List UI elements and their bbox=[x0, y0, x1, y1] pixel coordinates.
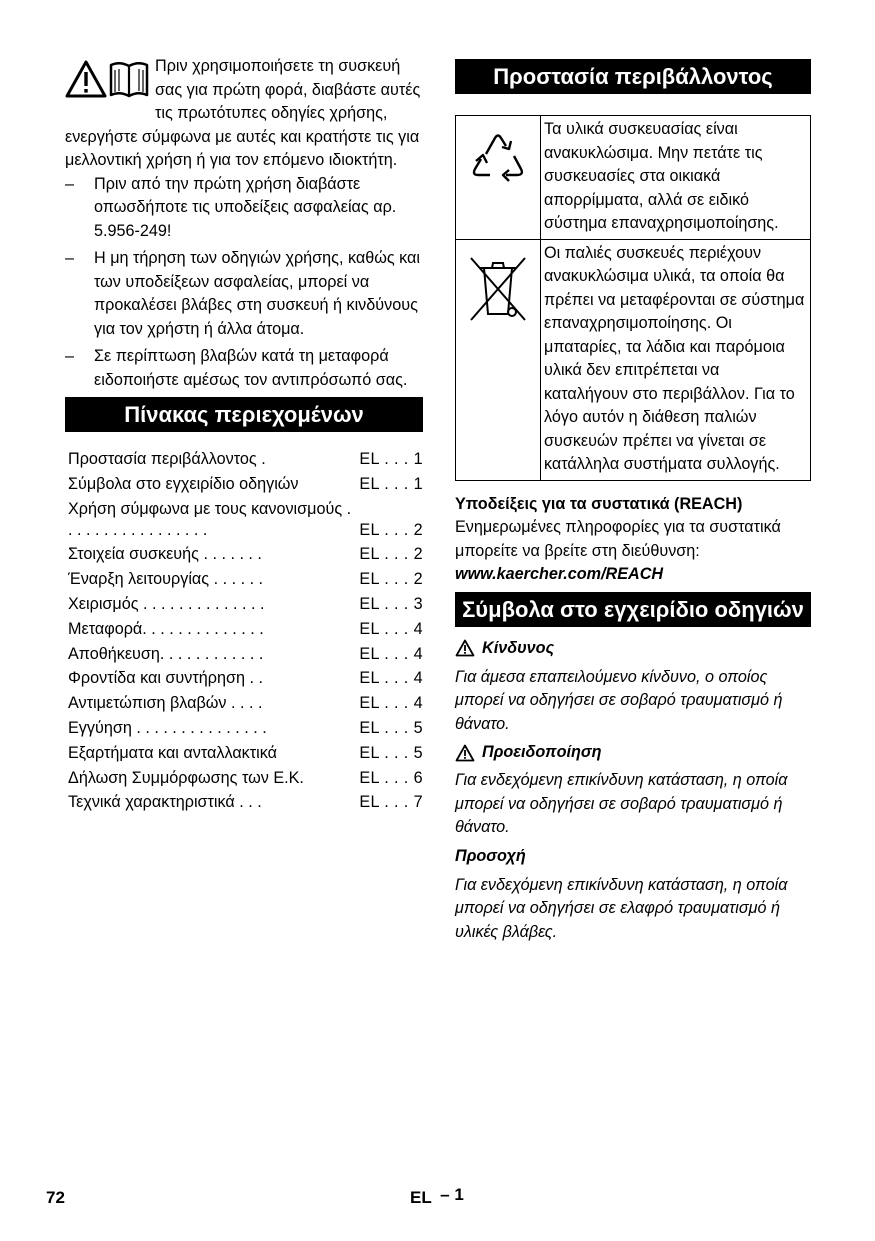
toc-entry[interactable] bbox=[65, 668, 423, 689]
toc-entry-title: Δήλωση Συμμόρφωσης των Ε.Κ. bbox=[68, 768, 304, 787]
toc-entry-title: Αποθήκευση. . . . . . . . . . . . bbox=[68, 644, 264, 663]
reach-link[interactable]: www.kaercher.com/REACH bbox=[455, 565, 664, 583]
caution-header bbox=[455, 845, 811, 868]
warning-text: Για ενδεχόμενη επικίνδυνη κατάσταση, η οποία μπορεί να οδηγήσει σε σοβαρό τραυματισμό ή θάνατο. bbox=[455, 771, 788, 836]
toc-entry-page: EL . . . 7 bbox=[359, 793, 423, 812]
page-number: 72 bbox=[46, 1188, 65, 1207]
toc-entry[interactable] bbox=[65, 792, 423, 813]
toc-entry-page: EL . . . 4 bbox=[359, 619, 423, 638]
toc-entry-page: EL . . . 5 bbox=[359, 718, 423, 737]
warning-triangle-icon bbox=[455, 744, 475, 762]
danger-header bbox=[455, 637, 811, 660]
symbols-section bbox=[455, 637, 811, 945]
toc-entry[interactable] bbox=[65, 743, 423, 764]
warning-header bbox=[455, 741, 811, 764]
caution-title: Προσοχή bbox=[455, 846, 526, 865]
toc-entry[interactable] bbox=[65, 619, 423, 640]
toc-entry[interactable] bbox=[65, 644, 423, 665]
toc-heading: Πίνακας περιεχομένων bbox=[65, 397, 423, 432]
toc-entry-title: Χρήση σύμφωνα με τους κανονισμούς . . . . . . . . . . . . . . . . . bbox=[68, 499, 352, 539]
intro-paragraph bbox=[65, 55, 423, 173]
toc-entry-page: EL . . . 2 bbox=[359, 570, 423, 589]
toc-entry-page: EL . . . 6 bbox=[359, 768, 423, 787]
toc-entry-title: Εξαρτήματα και ανταλλακτικά bbox=[68, 743, 278, 762]
toc-entry[interactable] bbox=[65, 474, 423, 495]
reach-section bbox=[455, 493, 811, 587]
table-of-contents bbox=[65, 449, 423, 813]
toc-entry-title: Εγγύηση . . . . . . . . . . . . . . . bbox=[68, 718, 267, 737]
toc-entry-page: EL . . . 4 bbox=[359, 669, 423, 688]
intro-text: Πριν χρησιμοποιήσετε τη συσκευή σας για πρώτη φορά, διαβάστε αυτές τις πρωτότυπες οδηγίες χρήσης, ενεργήστε σύμφωνα με αυτές και κρατήστε τις για μελλοντική χρήση ή για τον επόμενο ιδιοκτήτη. bbox=[65, 57, 421, 169]
bullet-item: – Πριν από την πρώτη χρήση διαβάστε οπωσδήποτε τις υποδείξεις ασφαλείας αρ. 5.956-249! bbox=[65, 173, 423, 244]
toc-entry-title: Προστασία περιβάλλοντος . bbox=[68, 450, 266, 468]
warning-manual-icon bbox=[65, 59, 151, 99]
environment-table bbox=[455, 115, 811, 481]
toc-entry-page: EL . . . 2 bbox=[359, 545, 423, 564]
toc-entry-page: EL . . . 2 bbox=[359, 520, 423, 539]
toc-entry[interactable] bbox=[65, 449, 423, 470]
toc-entry-title: Στοιχεία συσκευής . . . . . . . bbox=[68, 545, 262, 564]
bullet-item: – Η μη τήρηση των οδηγιών χρήσης, καθώς και των υποδείξεων ασφαλείας, μπορεί να προκαλέσει βλάβες στη συσκευή ή κινδύνους για τον χρήστη ή άλλα άτομα. bbox=[65, 247, 423, 341]
warning-title: Προειδοποίηση bbox=[482, 743, 602, 761]
toc-entry-page: EL . . . 4 bbox=[359, 694, 423, 713]
toc-entry-title: Μεταφορά. . . . . . . . . . . . . . bbox=[68, 619, 264, 638]
warning-triangle-icon bbox=[455, 639, 475, 657]
toc-entry-title: Τεχνικά χαρακτηριστικά . . . bbox=[68, 793, 262, 812]
toc-entry-title: Έναρξη λειτουργίας . . . . . . bbox=[68, 570, 264, 589]
caution-text: Για ενδεχόμενη επικίνδυνη κατάσταση, η οποία μπορεί να οδηγήσει σε ελαφρό τραυματισμό ή υλικές βλάβες. bbox=[455, 875, 788, 941]
icon-cell bbox=[456, 116, 541, 240]
reach-title: Υποδείξεις για τα συστατικά (REACH) bbox=[455, 494, 743, 513]
toc-entry-page: EL . . . 4 bbox=[359, 644, 423, 663]
reach-text: Ενημερωμένες πληροφορίες για τα συστατικά μπορείτε να βρείτε στη διεύθυνση: bbox=[455, 518, 781, 560]
footer-section-page: – 1 bbox=[440, 1185, 464, 1204]
toc-entry[interactable] bbox=[65, 544, 423, 565]
icon-cell bbox=[456, 239, 541, 480]
toc-entry-page: EL . . . 3 bbox=[359, 594, 423, 613]
recycle-icon bbox=[462, 126, 534, 192]
toc-entry[interactable] bbox=[65, 499, 423, 541]
footer-lang: EL bbox=[410, 1188, 432, 1207]
bullet-item: – Σε περίπτωση βλαβών κατά τη μεταφορά ειδοποιήστε αμέσως τον αντιπρόσωπό σας. bbox=[65, 345, 423, 392]
table-row bbox=[456, 239, 811, 480]
table-row bbox=[456, 116, 811, 240]
toc-entry-title: Αντιμετώπιση βλαβών . . . . bbox=[68, 694, 263, 713]
environment-heading: Προστασία περιβάλλοντος bbox=[455, 59, 811, 94]
toc-entry[interactable] bbox=[65, 693, 423, 714]
toc-entry[interactable] bbox=[65, 569, 423, 590]
toc-entry[interactable] bbox=[65, 718, 423, 739]
environment-text: Οι παλιές συσκευές περιέχουν ανακυκλώσιμα υλικά, τα οποία θα πρέπει να μεταφέρονται σε σύστημα επαναχρησιμοποίησης. Οι μπαταρίες, τα λάδια και παρόμοια υλικά δεν επιτρέπεται να καταλήγουν στο περιβάλλον. Για το λόγο αυτόν η διάθεση παλιών συσκευών πρέπει να γίνεται σε κατάλληλα συστήματα συλλογής. bbox=[541, 239, 811, 480]
toc-entry-page: EL . . . 1 bbox=[359, 450, 423, 468]
environment-text: Τα υλικά συσκευασίας είναι ανακυκλώσιμα. Μην πετάτε τις συσκευασίες στα οικιακά απορρίμματα, αλλά σε ειδικό σύστημα επαναχρησιμοποίησης. bbox=[541, 116, 811, 240]
right-column bbox=[455, 55, 811, 944]
toc-entry[interactable] bbox=[65, 594, 423, 615]
crossed-bin-icon bbox=[465, 250, 531, 326]
toc-entry[interactable] bbox=[65, 768, 423, 789]
toc-entry-title: Φροντίδα και συντήρηση . . bbox=[68, 669, 263, 688]
left-column bbox=[65, 55, 423, 817]
intro-icons bbox=[65, 59, 151, 103]
toc-entry-page: EL . . . 5 bbox=[359, 743, 423, 762]
danger-title: Κίνδυνος bbox=[482, 638, 555, 657]
footer-section bbox=[410, 1185, 464, 1208]
toc-entry-title: Χειρισμός . . . . . . . . . . . . . . bbox=[68, 594, 265, 613]
toc-entry-page: EL . . . 1 bbox=[359, 474, 423, 493]
toc-entry-title: Σύμβολα στο εγχειρίδιο οδηγιών bbox=[68, 474, 299, 493]
danger-text: Για άμεσα επαπειλούμενο κίνδυνο, ο οποίος μπορεί να οδηγήσει σε σοβαρό τραυματισμό ή θάνατο. bbox=[455, 667, 783, 733]
intro-bullets bbox=[65, 173, 423, 393]
symbols-heading: Σύμβολα στο εγχειρίδιο οδηγιών bbox=[455, 592, 811, 627]
